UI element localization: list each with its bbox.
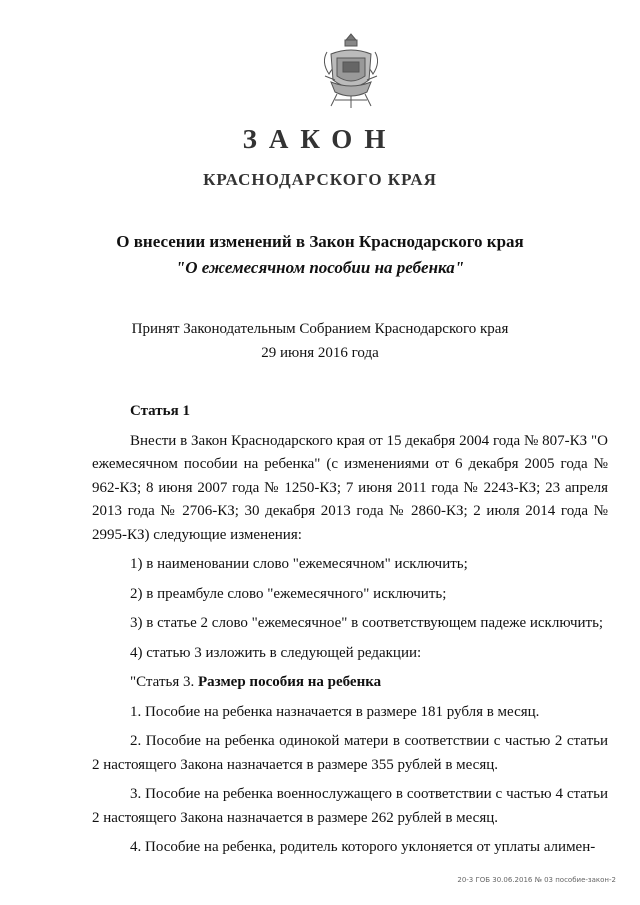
region-title: КРАСНОДАРСКОГО КРАЯ — [203, 170, 437, 189]
quoted-article-heading — [92, 671, 608, 695]
footer-doc-ref: 20-3 ГОБ 30.06.2016 № 03 пособие-закон-2 — [457, 876, 616, 884]
adoption-body: Принят Законодательным Собранием Краснодарского края — [131, 321, 509, 337]
coat-of-arms-icon — [317, 30, 385, 110]
adoption-note — [0, 317, 640, 365]
quote-title: Размер пособия на ребенка — [197, 674, 382, 690]
subject-line-2: "О ежемесячном пособии на ребенка" — [175, 258, 465, 277]
quote-prefix: "Статья 3. — [130, 674, 195, 690]
article-intro: Внести в Закон Краснодарского края от 15 декабря 2004 года № 807-КЗ "О ежемесячном пособии на ребенка" (с изменениями от 6 декабря 2005 года № 962-КЗ; 8 июня 2007 года № 1250-КЗ; 7 июня 2011 года № 2243-КЗ; 23 апреля 2013 года № 2706-КЗ; 30 декабря 2013 года № 2860-КЗ; 2 июля 2014 года № 2995-КЗ) следующие изменения: — [92, 432, 608, 543]
article-heading: Статья 1 — [130, 403, 190, 419]
law-subject — [0, 229, 640, 281]
law-title: ЗАКОН — [242, 124, 398, 154]
list-item: 4) статью 3 изложить в следующей редакции: — [130, 644, 422, 661]
list-item: 1) в наименовании слово "ежемесячном" исключить; — [130, 556, 468, 572]
subject-line-1: О внесении изменений в Закон Краснодарского края — [116, 232, 524, 251]
paragraph: 1. Пособие на ребенка назначается в размере 181 рубля в месяц. — [130, 703, 540, 720]
article-body — [92, 400, 608, 860]
adoption-date: 29 июня 2016 года — [261, 345, 379, 361]
list-item: 3) в статье 2 слово "ежемесячное" в соответствующем падеже исключить; — [130, 615, 604, 631]
paragraph: 2. Пособие на ребенка одинокой матери в соответствии с частью 2 статьи 2 настоящего Закона назначается в размере 355 рублей в месяц. — [92, 733, 608, 773]
paragraph: 4. Пособие на ребенка, родитель которого уклоняется от уплаты алимен- — [130, 839, 596, 855]
paragraph: 3. Пособие на ребенка военнослужащего в соответствии с частью 4 статьи 2 настоящего Закона назначается в размере 262 рублей в месяц. — [92, 786, 608, 826]
list-item: 2) в преамбуле слово "ежемесячного" исключить; — [130, 585, 447, 602]
